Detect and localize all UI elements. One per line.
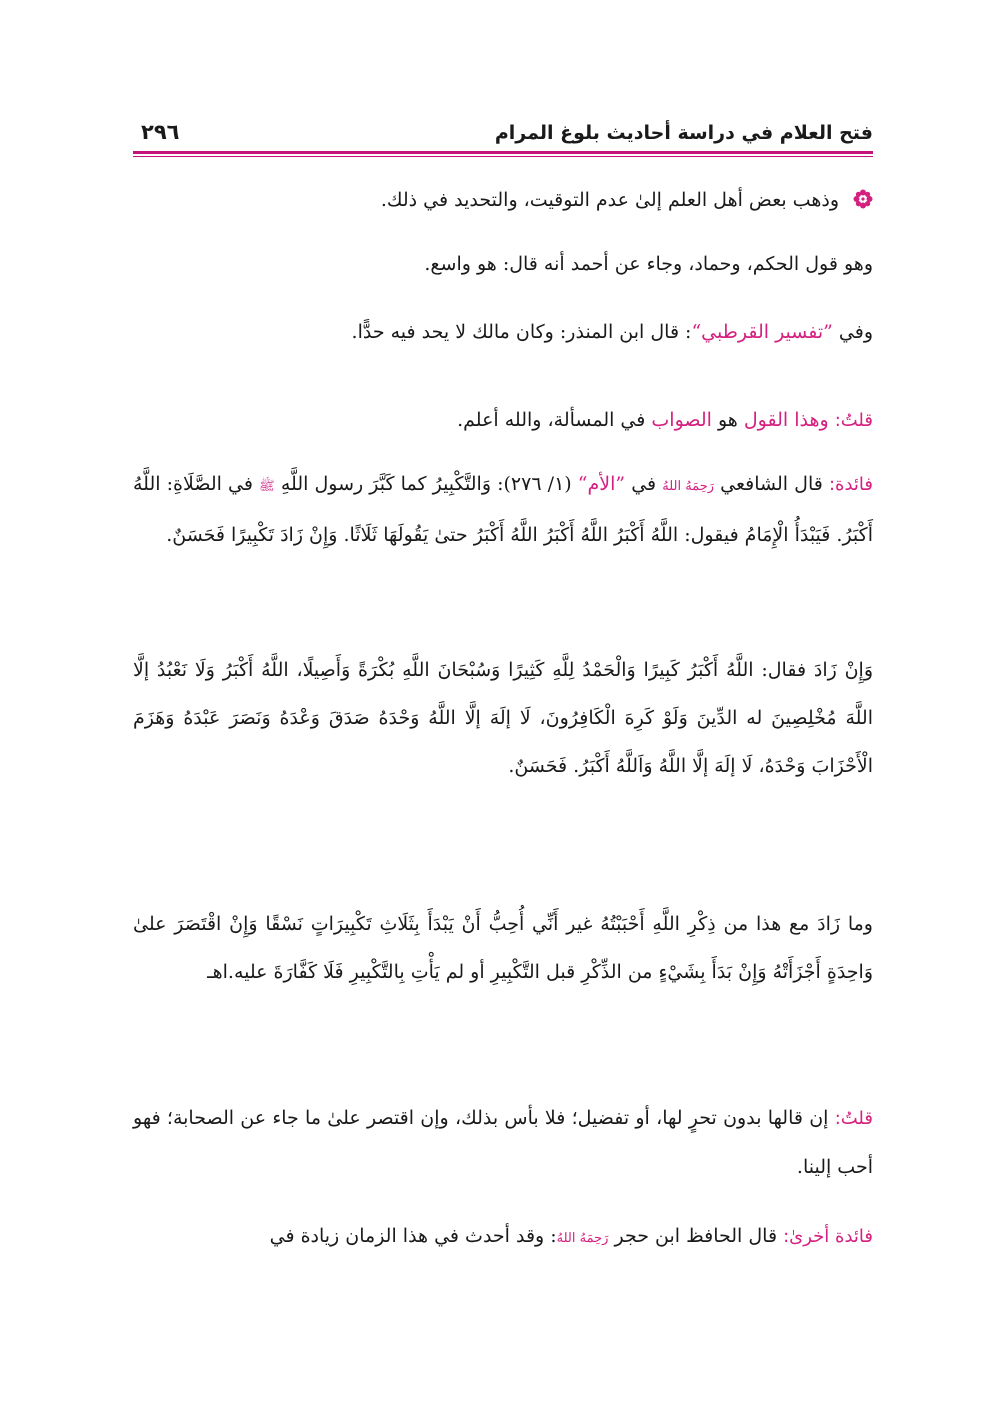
- paragraph-7: وما زَادَ مع هذا من ذِكْرِ اللَّهِ أَحْبَبْتُهُ غير أَنِّي أُحِبُّ أَنْ يَبْدَأَ بِثَلَاثِ تَكْبِيرَاتٍ نَسْقًا وَإِنْ اقْتَصَرَ علىٰ وَاحِدَةٍ أَجْزَأَتْهُ وَإِنْ بَدَأَ بِشَيْءٍ من الذِّكْرِ قبل التَّكْبِيرِ أو لم يَأْتِ بِالتَّكْبِيرِ فَلَا كَفَّارَةَ عليه.اهـ: [133, 913, 873, 983]
- p4-highlight-2: الصواب: [651, 409, 712, 431]
- benefit-label-2: فائدة أخرىٰ:: [783, 1226, 873, 1247]
- flower-ornament-icon: [853, 179, 873, 199]
- page-number: ٢٩٦: [141, 120, 180, 144]
- paragraph-5: [133, 460, 907, 559]
- p4-post: في المسألة، والله أعلم.: [457, 409, 652, 431]
- p4-mid: هو: [711, 409, 744, 431]
- p5-quote: ”الأم“: [577, 473, 626, 495]
- paragraph-3: [133, 308, 907, 356]
- p8-post: إن قالها بدون تحرٍ لها، أو تفضيل؛ فلا بأس بذلك، وإن اقتصر علىٰ ما جاء عن الصحابة؛ فهو أحب إلينا.: [133, 1107, 873, 1178]
- paragraph-2: وهو قول الحكم، وحماد، وجاء عن أحمد أنه قال: هو واسع.: [424, 253, 873, 275]
- book-title: فتح العلام في دراسة أحاديث بلوغ المرام: [494, 122, 873, 144]
- p5-mid1: في: [625, 473, 663, 495]
- header-rule-thin: [133, 156, 873, 157]
- paragraph-4: [133, 396, 907, 445]
- note-label-2: قلتُ:: [834, 1108, 873, 1129]
- p3-quote: ”تفسير القرطبي“: [691, 321, 833, 343]
- paragraph-8: [133, 1094, 907, 1191]
- p3-pre: وفي: [832, 321, 873, 343]
- paragraph-1-text: وذهب بعض أهل العلم إلىٰ عدم التوقيت، والتحديد في ذلك.: [380, 189, 839, 211]
- paragraph-1: [133, 176, 873, 224]
- p5-post: في الصَّلَاةِ: اللَّهُ أَكْبَرُ. فَيَبْدَأُ الْإِمَامُ فيقول: اللَّهُ أَكْبَرُ اللَّهُ أَكْبَرُ اللَّهُ أَكْبَرُ حتىٰ يَقُولَهَا ثَلَاثًا. وَإِنْ زَادَ تَكْبِيرًا فَحَسَنٌ.: [133, 473, 873, 546]
- p9-pre: قال الحافظ ابن حجر: [608, 1225, 784, 1247]
- honorific-3: رَحِمَهُ اللهُ: [556, 1231, 609, 1246]
- p3-post: : قال ابن المنذر: وكان مالك لا يحد فيه حدًّا.: [351, 321, 692, 343]
- p4-highlight-1: وهذا القول: [743, 409, 835, 431]
- p5-mid2: (١/ ٢٧٦): وَالتَّكْبِيرُ كما كَبَّرَ رسول اللَّهِ: [274, 473, 578, 495]
- benefit-label: فائدة:: [828, 474, 873, 495]
- paragraph-6: وَإِنْ زَادَ فقال: اللَّهُ أَكْبَرُ كَبِيرًا وَالْحَمْدُ لِلَّهِ كَثِيرًا وَسُبْحَانَ اللَّهِ بُكْرَةً وَأَصِيلًا، اللَّهُ أَكْبَرُ وَلَا نَعْبُدُ إلَّا اللَّهَ مُخْلِصِينَ له الدِّينَ وَلَوْ كَرِهَ الْكَافِرُونَ، لَا إلَهَ إلَّا اللَّهُ وَحْدَهُ صَدَقَ وَعْدَهُ وَنَصَرَ عَبْدَهُ وَهَزَمَ الْأَحْزَابَ وَحْدَهُ، لَا إلَهَ إلَّا اللَّهُ وَاَللَّهُ أَكْبَرُ. فَحَسَنٌ.: [133, 659, 873, 777]
- p5-pre: قال الشافعي: [714, 473, 829, 495]
- honorific-2: ﷺ: [259, 479, 275, 494]
- paragraph-9: [133, 1212, 907, 1263]
- header-rule: [133, 151, 873, 154]
- note-label: قلتُ:: [834, 410, 873, 431]
- honorific-1: رَحِمَهُ اللهُ: [662, 479, 715, 494]
- p9-post: : وقد أحدث في هذا الزمان زيادة في: [269, 1225, 557, 1247]
